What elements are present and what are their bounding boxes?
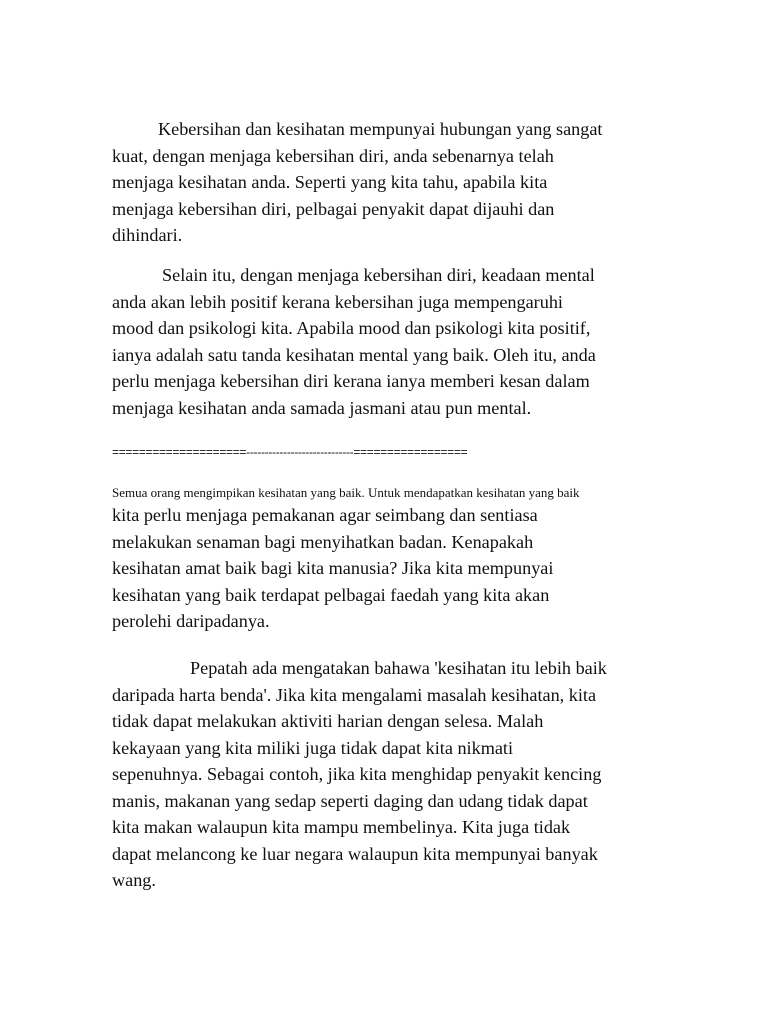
paragraph-1-line: menjaga kebersihan diri, pelbagai penyakit dapat dijauhi dan [112, 198, 555, 219]
paragraph-3-line: kesihatan yang baik terdapat pelbagai faedah yang kita akan [112, 584, 550, 605]
paragraph-4-line: kita makan walaupun kita mampu membelinya. Kita juga tidak [112, 817, 571, 837]
paragraph-4-line: daripada harta benda'. Jika kita mengalami masalah kesihatan, kita [112, 684, 597, 705]
paragraph-1-line: Kebersihan dan kesihatan mempunyai hubungan yang sangat [158, 119, 603, 139]
paragraph-4-line: sepenuhnya. Sebagai contoh, jika kita menghidap penyakit kencing [112, 764, 602, 784]
paragraph-4-line: kekayaan yang kita miliki juga tidak dapat kita nikmati [112, 737, 514, 758]
paragraph-2-line: ianya adalah satu tanda kesihatan mental yang baik. Oleh itu, anda [112, 344, 596, 365]
paragraph-3-lead: Semua orang mengimpikan kesihatan yang baik. Untuk mendapatkan kesihatan yang baik [112, 485, 580, 500]
paragraph-2-line: anda akan lebih positif kerana kebersihan juga mempengaruhi [112, 291, 563, 312]
paragraph-3-line: melakukan senaman bagi menyihatkan badan. Kenapakah [112, 531, 534, 552]
separator-line: ====================-----------------------------================= [112, 445, 468, 459]
paragraph-1-line: dihindari. [112, 225, 183, 245]
paragraph-2-line: mood dan psikologi kita. Apabila mood dan psikologi kita positif, [112, 318, 591, 338]
paragraph-2 [112, 262, 672, 421]
paragraph-4-line: tidak dapat melakukan aktiviti harian dengan selesa. Malah [112, 711, 544, 731]
paragraph-1-line: menjaga kesihatan anda. Seperti yang kita tahu, apabila kita [112, 172, 548, 192]
paragraph-2-line: perlu menjaga kebersihan diri kerana ianya memberi kesan dalam [112, 371, 590, 391]
paragraph-4-line: manis, makanan yang sedap seperti daging dan udang tidak dapat [112, 790, 588, 811]
paragraph-4-line: Pepatah ada mengatakan bahawa 'kesihatan itu lebih baik [190, 658, 607, 678]
paragraph-3 [112, 502, 672, 635]
paragraph-1-line: kuat, dengan menjaga kebersihan diri, anda sebenarnya telah [112, 145, 554, 166]
paragraph-4 [112, 655, 672, 894]
paragraph-1 [112, 116, 672, 249]
paragraph-4-line: dapat melancong ke luar negara walaupun kita mempunyai banyak [112, 843, 598, 864]
paragraph-3-line: perolehi daripadanya. [112, 611, 270, 631]
paragraph-3-line: kesihatan amat baik bagi kita manusia? Jika kita mempunyai [112, 558, 554, 578]
paragraph-4-line: wang. [112, 870, 156, 890]
paragraph-2-line: Selain itu, dengan menjaga kebersihan diri, keadaan mental [162, 265, 595, 285]
paragraph-2-line: menjaga kesihatan anda samada jasmani atau pun mental. [112, 397, 532, 418]
paragraph-3-line: kita perlu menjaga pemakanan agar seimbang dan sentiasa [112, 505, 538, 525]
